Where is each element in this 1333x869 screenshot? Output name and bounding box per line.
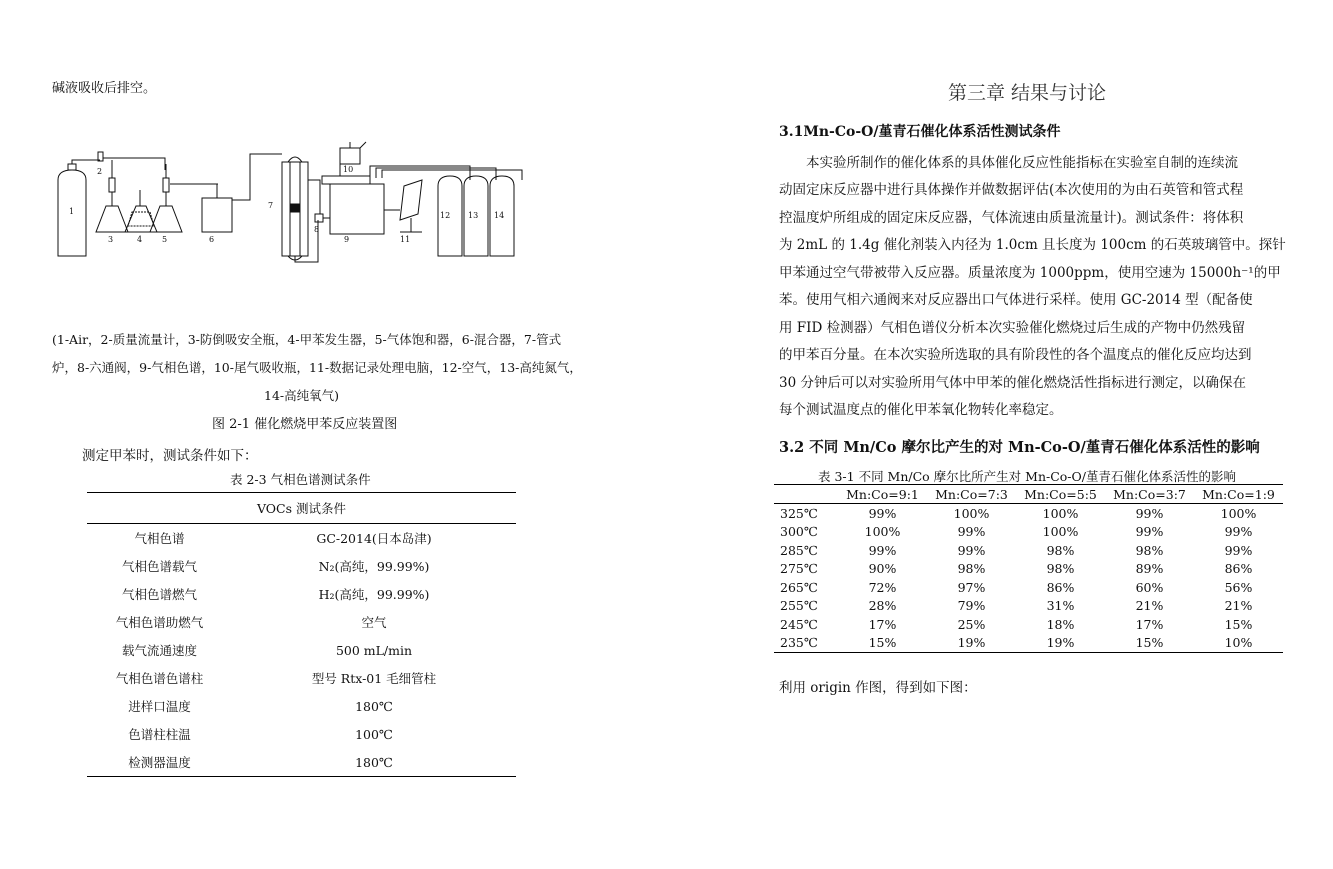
paragraph-line: 每个测试温度点的催化甲苯氧化物转化率稳定。 xyxy=(779,402,1063,418)
diagram-label-3: 3 xyxy=(108,235,114,244)
paragraph-line: 甲苯通过空气带被带入反应器。质量浓度为 1000ppm，使用空速为 15000h⁻¹的甲 xyxy=(779,265,1281,281)
diagram-label-6: 6 xyxy=(209,235,215,244)
table-2-3-title: 表 2-3 气相色谱测试条件 xyxy=(230,472,371,487)
figure-legend-line-1: (1-Air，2-质量流量计，3-防倒吸安全瓶，4-甲苯发生器，5-气体饱和器，6-混合器，7-管式 xyxy=(52,332,562,347)
diagram-label-12: 12 xyxy=(440,211,451,220)
diagram-label-5: 5 xyxy=(162,235,168,244)
mn-co-activity-table xyxy=(774,484,1283,653)
diagram-label-2: 2 xyxy=(97,167,103,176)
table-2-3-header: VOCs 测试条件 xyxy=(87,493,516,524)
table-row: 气相色谱助燃气 空气 xyxy=(115,615,387,630)
paragraph-line: 控温度炉所组成的固定床反应器，气体流速由质量流量计)。测试条件：将体积 xyxy=(779,210,1244,226)
table-row: 285℃ 99% 99% 98% 98% 99% xyxy=(780,542,1253,558)
table-row: 进样口温度 180℃ xyxy=(128,698,393,714)
origin-note-text: 利用 origin 作图，得到如下图： xyxy=(779,680,977,696)
diagram-label-13: 13 xyxy=(468,211,479,220)
diagram-label-9: 9 xyxy=(344,235,350,244)
table-row: 气相色谱色谱柱 型号 Rtx-01 毛细管柱 xyxy=(115,671,437,686)
gc-conditions-table xyxy=(87,492,516,777)
table-row: 245℃ 17% 25% 18% 17% 15% xyxy=(780,616,1253,632)
diagram-label-10: 10 xyxy=(343,165,354,174)
chapter-title: 第三章 结果与讨论 xyxy=(948,82,1107,104)
figure-title: 图 2-1 催化燃烧甲苯反应装置图 xyxy=(212,417,398,432)
table-header-row: Mn:Co=9:1 Mn:Co=7:3 Mn:Co=5:5 Mn:Co=3:7 Mn:Co=1:9 xyxy=(774,485,1283,504)
table-row: 色谱柱柱温 100℃ xyxy=(128,726,393,742)
table-row: 275℃ 90% 98% 98% 89% 86% xyxy=(780,561,1253,577)
table-row: 235℃ 15% 19% 19% 15% 10% xyxy=(774,634,1283,653)
table-row: 265℃ 72% 97% 86% 60% 56% xyxy=(780,579,1253,595)
paragraph-line: 动固定床反应器中进行具体操作并做数据评估(本次使用的为由石英管和管式程 xyxy=(779,182,1244,198)
paragraph-line: 本实验所制作的催化体系的具体催化反应性能指标在实验室自制的连续流 xyxy=(779,155,1238,171)
apparatus-diagram xyxy=(50,140,580,270)
paragraph-line: 为 2mL 的 1.4g 催化剂装入内径为 1.0cm 且长度为 100cm 的石英玻璃管中。探针 xyxy=(779,237,1286,253)
figure-legend-line-2: 炉，8-六通阀，9-气相色谱，10-尾气吸收瓶，11-数据记录处理电脑，12-空气，13-高纯氮气， xyxy=(52,360,582,375)
paragraph-line: 用 FID 检测器）气相色谱仪分析本次实验催化燃烧过后生成的产物中仍然残留 xyxy=(779,320,1246,336)
paragraph-line: 苯。使用气相六通阀来对反应器出口气体进行采样。使用 GC-2014 型（配备使 xyxy=(779,292,1253,308)
table-3-1-title: 表 3-1 不同 Mn/Co 摩尔比所产生对 Mn-Co-O/堇青石催化体系活性的影响 xyxy=(818,469,1236,484)
table-row: 气相色谱 GC-2014(日本岛津) xyxy=(134,531,432,546)
measure-intro-text: 测定甲苯时，测试条件如下： xyxy=(82,448,258,464)
table-row: 325℃ 99% 100% 100% 99% 100% xyxy=(780,505,1257,521)
diagram-label-8: 8 xyxy=(314,225,320,234)
left-top-text: 碱液吸收后排空。 xyxy=(52,81,157,96)
diagram-label-7: 7 xyxy=(268,201,274,210)
paragraph-line: 的甲苯百分量。在本次实验所选取的具有阶段性的各个温度点的催化反应均达到 xyxy=(779,347,1252,363)
table-row: 载气流通速度 500 mL/min xyxy=(121,642,413,658)
table-row: 255℃ 28% 79% 31% 21% 21% xyxy=(780,598,1253,614)
table-row: 检测器温度 180℃ xyxy=(87,748,516,777)
paragraph-line: 30 分钟后可以对实验所用气体中甲苯的催化燃烧活性指标进行测定，以确保在 xyxy=(779,375,1246,391)
table-row: 气相色谱载气 N₂(高纯，99.99%) xyxy=(121,559,430,574)
diagram-label-14: 14 xyxy=(494,211,505,220)
diagram-label-11: 11 xyxy=(400,235,411,244)
section-3-2-heading: 3.2 不同 Mn/Co 摩尔比产生的对 Mn-Co-O/堇青石催化体系活性的影响 xyxy=(779,439,1260,456)
diagram-label-1: 1 xyxy=(69,207,75,216)
section-3-1-heading: 3.1Mn-Co-O/堇青石催化体系活性测试条件 xyxy=(779,124,1061,140)
figure-legend-line-3: 14-高纯氧气) xyxy=(264,388,340,403)
table-row: 气相色谱燃气 H₂(高纯，99.99%) xyxy=(121,587,430,602)
table-row: 300℃ 100% 99% 100% 99% 99% xyxy=(780,524,1253,540)
diagram-label-4: 4 xyxy=(137,235,143,244)
